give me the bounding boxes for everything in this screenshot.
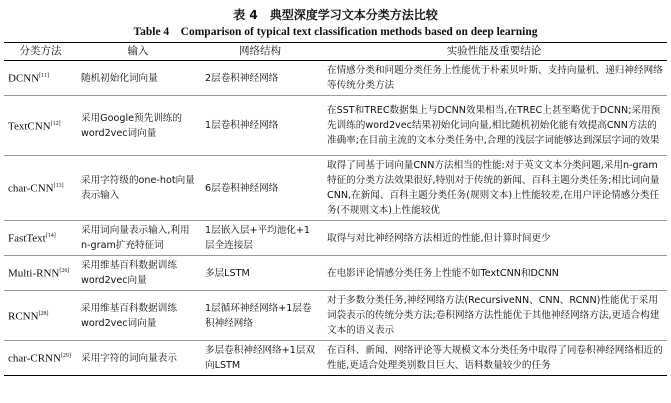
network-cell: 2层卷积神经网络 (199, 61, 321, 96)
method-cell (4, 221, 77, 256)
table-row (4, 221, 667, 256)
network-cell: 6层卷积神经网络 (199, 156, 321, 221)
table-caption-english: Table 4 Comparison of typical text classification methods based on deep learning (133, 26, 538, 38)
performance-cell: 在电影评论情感分类任务上性能不如TextCNN和DCNN (321, 256, 667, 291)
method-name: char-CNN (8, 182, 54, 195)
method-cell (4, 256, 77, 291)
header-method: 分类方法 (4, 43, 77, 61)
table-row (4, 96, 667, 156)
table-caption-chinese: 表 4 典型深度学习文本分类方法比较 (233, 8, 438, 22)
network-cell: 1层卷积神经网络 (199, 96, 321, 156)
header-network: 网络结构 (199, 43, 321, 61)
input-cell: 随机初始化词向量 (77, 61, 199, 96)
input-cell: 采用维基百科数据训练word2vec向量 (77, 256, 199, 291)
reference-mark: [13] (53, 183, 64, 190)
reference-mark: [12] (50, 120, 61, 127)
performance-cell: 在百科、新闻、网络评论等大规模文本分类任务中取得了同卷积神经网络相近的性能,更适合处理类别数目巨大、语料数量较少的任务 (321, 341, 667, 376)
performance-cell: 在情感分类和问题分类任务上性能优于朴素贝叶斯、支持向量机、递归神经网络等传统分类方法 (321, 61, 667, 96)
comparison-table (4, 42, 667, 376)
table-row (4, 291, 667, 341)
header-input: 输入 (77, 43, 199, 61)
method-cell (4, 291, 77, 341)
table-row (4, 61, 667, 96)
method-cell (4, 156, 77, 221)
performance-cell: 取得了同基于词向量CNN方法相当的性能:对于英文文本分类问题,采用n-gram特征的分类方法效果很好,特别对于传统的新闻、百科主题分类任务;相比词向量CNN,在新闻、百科主题分类任务(规则文本)上性能较差,在用户评论情感分类任务(不规则文本)上性能较优 (321, 156, 667, 221)
input-cell: 采用Google预先训练的word2vec词向量 (77, 96, 199, 156)
header-performance: 实验性能及重要结论 (321, 43, 667, 61)
method-cell (4, 341, 77, 376)
method-name: Multi-RNN (8, 267, 60, 280)
reference-mark: [26] (59, 268, 70, 275)
method-name: char-CRNN (8, 352, 61, 365)
reference-mark: [11] (39, 73, 49, 80)
reference-mark: [14] (45, 233, 56, 240)
network-cell: 1层嵌入层+平均池化+1层全连接层 (199, 221, 321, 256)
reference-mark: [29] (60, 353, 71, 360)
performance-cell: 取得与对比神经网络方法相近的性能,但计算时间更少 (321, 221, 667, 256)
table-header-row (4, 43, 667, 61)
method-name: RCNN (8, 310, 39, 323)
input-cell: 采用维基百科数据训练word2vec词向量 (77, 291, 199, 341)
table-row (4, 341, 667, 376)
performance-cell: 对于多数分类任务,神经网络方法(RecursiveNN、CNN、RCNN)性能优于采用词袋表示的传统分类方法;卷积网络方法性能优于其他神经网络方法,更适合构建文本的语义表示 (321, 291, 667, 341)
method-cell (4, 96, 77, 156)
reference-mark: [28] (38, 310, 49, 317)
method-name: FastText (8, 232, 46, 245)
network-cell: 1层循环神经网络+1层卷积神经网络 (199, 291, 321, 341)
network-cell: 多层卷积神经网络+1层双向LSTM (199, 341, 321, 376)
input-cell: 采用词向量表示输入,利用n-gram扩充特征词 (77, 221, 199, 256)
table-row (4, 256, 667, 291)
network-cell: 多层LSTM (199, 256, 321, 291)
performance-cell: 在SST和TREC数据集上与DCNN效果相当,在TREC上甚至略优于DCNN;采用预先训练的word2vec结果初始化词向量,相比随机初始化能有效提高CNN方法的准确率;在目前主流的文本分类任务中,合理的浅层字词能够达到深层字词的效果 (321, 96, 667, 156)
method-name: TextCNN (8, 120, 51, 133)
method-name: DCNN (8, 72, 40, 85)
input-cell: 采用字符的词向量表示 (77, 341, 199, 376)
table-row (4, 156, 667, 221)
input-cell: 采用字符级的one-hot向量表示输入 (77, 156, 199, 221)
method-cell (4, 61, 77, 96)
